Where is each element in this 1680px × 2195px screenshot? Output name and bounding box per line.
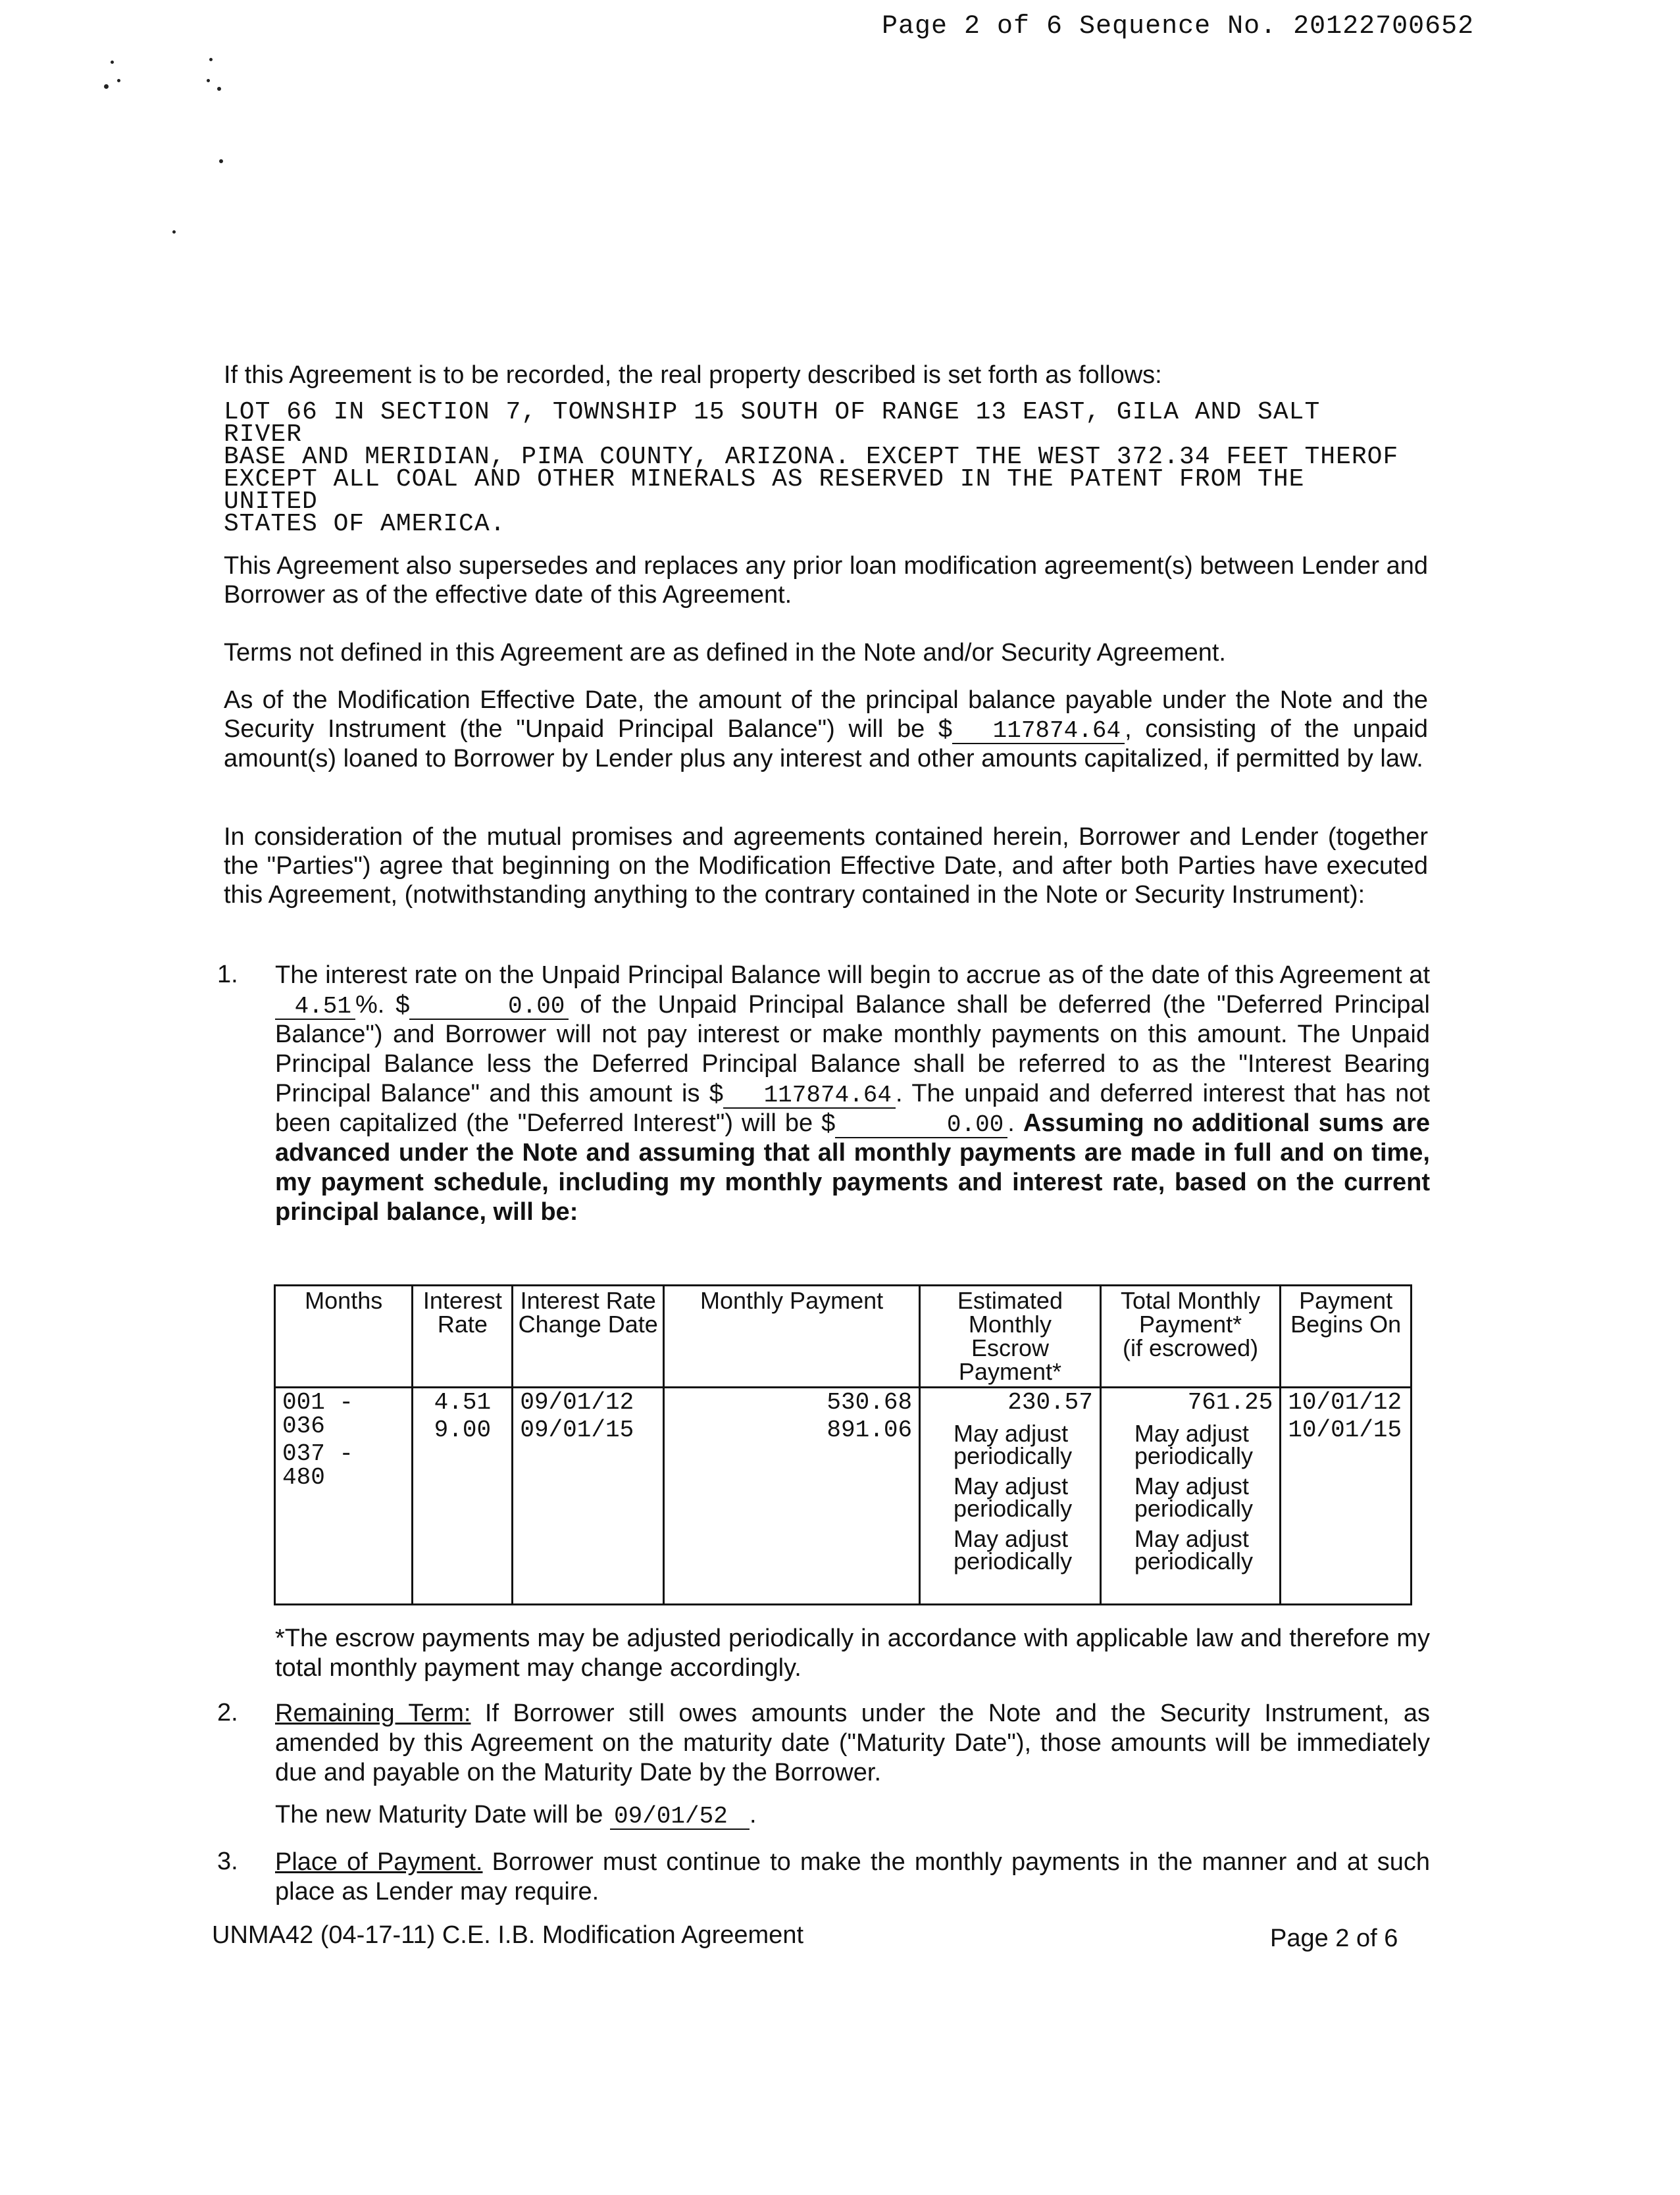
legal-line: EXCEPT ALL COAL AND OTHER MINERALS AS RESERVED IN THE PATENT FROM THE UNITED [224, 465, 1305, 516]
page-number: Page 2 of 6 [1270, 1925, 1398, 1952]
col-header-total [1100, 1286, 1280, 1388]
table-cell-value: 230.57 [1007, 1389, 1093, 1416]
maturity-date-line [275, 1800, 1430, 1830]
table-cell-value: 9.00 [434, 1417, 492, 1444]
recording-intro: If this Agreement is to be recorded, the real property described is set forth as follows: [224, 361, 1162, 389]
place-of-payment-clause [275, 1848, 1430, 1907]
legal-line: STATES OF AMERICA. [224, 510, 506, 538]
table-cell-value: 09/01/12 [520, 1389, 634, 1416]
table-body-row [275, 1388, 1412, 1605]
deferred-interest-amount: 0.00 [835, 1113, 1007, 1138]
table-cell-value: May adjust periodically [954, 1473, 1073, 1522]
clause-text: . [1007, 1109, 1015, 1137]
balance-text-before: As of the Modification Effective Date, the amount of the principal balance payable under the Note and the Security Instrument (the "Unpaid Principal Balance") will be $ [224, 686, 1428, 743]
deferred-principal-amount: 0.00 [409, 995, 569, 1020]
maturity-date-value: 09/01/52 [610, 1805, 750, 1830]
table-cell-value: 001 - 036 [282, 1389, 354, 1440]
header-line: Payment* [1139, 1311, 1242, 1338]
table-cell-value: May adjust periodically [1134, 1525, 1253, 1575]
page-sequence-header: Page 2 of 6 Sequence No. 20122700652 [882, 12, 1475, 41]
payment-schedule-table [274, 1284, 1412, 1605]
table-cell-value: 10/01/15 [1288, 1417, 1402, 1444]
clause-text: %. $ [355, 991, 410, 1019]
change-date-cell [513, 1388, 664, 1605]
scan-speck [172, 230, 176, 234]
interest-rate-clause [275, 961, 1430, 1227]
unpaid-principal-balance: 117874.64 [952, 719, 1125, 744]
col-header-months: Months [275, 1286, 413, 1388]
item-number: 1. [217, 961, 238, 988]
table-cell-value: May adjust periodically [954, 1420, 1073, 1469]
col-header-escrow [920, 1286, 1101, 1388]
table-cell-value: 037 - 480 [282, 1440, 354, 1491]
header-line: Total Monthly [1121, 1287, 1261, 1314]
consideration-paragraph: In consideration of the mutual promises and agreements contained herein, Borrower and Lender (together the "Parties") agree that beginning on the Modification Effective Date, and after both Parties have executed this Agreement, (notwithstanding anything to the contrary contained in the Note or Security Instrument): [224, 823, 1428, 909]
scan-speck [104, 84, 109, 89]
balance-paragraph [224, 686, 1428, 773]
table-cell-value: May adjust periodically [954, 1525, 1073, 1575]
scan-speck [111, 61, 114, 64]
months-cell [275, 1388, 413, 1605]
header-line: Escrow Payment* [958, 1334, 1061, 1385]
table-cell-value: 09/01/15 [520, 1417, 634, 1444]
table-cell-value: 10/01/12 [1288, 1389, 1402, 1416]
item-number: 2. [217, 1699, 238, 1727]
rate-cell [413, 1388, 513, 1605]
table-cell-value: 4.51 [434, 1389, 492, 1416]
header-line: Estimated Monthly [957, 1287, 1063, 1338]
col-header-change-date: Interest Rate Change Date [513, 1286, 664, 1388]
clause-text: The interest rate on the Unpaid Principal Balance will begin to accrue as of the date of this Agreement at [275, 961, 1430, 989]
clause-text: If Borrower still owes amounts under the Note and the Security Instrument, as amended by this Agreement on the maturity date ("Maturity Date"), those amounts will be immediately due and payable on the Maturity Date by the Borrower. [275, 1700, 1430, 1786]
place-of-payment-heading: Place of Payment. [275, 1848, 483, 1876]
clause-text: The new Maturity Date will be [275, 1801, 603, 1829]
table-cell-value: 891.06 [827, 1417, 913, 1444]
interest-bearing-balance: 117874.64 [723, 1084, 896, 1109]
legal-line: BASE AND MERIDIAN, PIMA COUNTY, ARIZONA. EXCEPT THE WEST 372.34 FEET THEROF [224, 443, 1399, 471]
col-header-begins: Payment Begins On [1281, 1286, 1412, 1388]
table-header-row [275, 1286, 1412, 1388]
col-header-rate: Interest Rate [413, 1286, 513, 1388]
table-cell-value: 530.68 [827, 1389, 913, 1416]
table-cell-value: 761.25 [1187, 1389, 1273, 1416]
escrow-footnote: *The escrow payments may be adjusted periodically in accordance with applicable law and therefore my total monthly payment may change accordingly. [275, 1625, 1430, 1682]
item-number: 3. [217, 1848, 238, 1875]
remaining-term-clause [275, 1699, 1430, 1788]
scan-speck [117, 79, 120, 82]
escrow-cell [920, 1388, 1101, 1605]
begins-cell [1281, 1388, 1412, 1605]
terms-paragraph: Terms not defined in this Agreement are as defined in the Note and/or Security Agreement. [224, 639, 1226, 667]
scan-speck [217, 87, 221, 91]
form-identifier: UNMA42 (04-17-11) C.E. I.B. Modification Agreement [212, 1921, 804, 1949]
supersedes-paragraph: This Agreement also supersedes and replaces any prior loan modification agreement(s) between Lender and Borrower as of the effective date of this Agreement. [224, 552, 1428, 609]
legal-line: LOT 66 IN SECTION 7, TOWNSHIP 15 SOUTH OF RANGE 13 EAST, GILA AND SALT RIVER [224, 398, 1321, 449]
balance-text-after: , consisting of the unpaid amount(s) loaned to Borrower by Lender plus any interest and other amounts capitalized, if permitted by law. [224, 715, 1428, 772]
col-header-monthly-payment: Monthly Payment [664, 1286, 920, 1388]
header-line: (if escrowed) [1123, 1334, 1259, 1361]
clause-text: . The unpaid and deferred interest that has not been capitalized (the "Deferred Interest") will be $ [275, 1080, 1430, 1137]
payment-schedule-intro: Assuming no additional sums are advanced under the Note and assuming that all monthly payments are made in full and on time, my payment schedule, including my monthly payments and interest rate, based on the current principal balance, will be: [275, 1109, 1430, 1226]
scan-speck [207, 79, 210, 82]
clause-text: of the Unpaid Principal Balance shall be deferred (the "Deferred Principal Balance") and Borrower will not pay interest or make monthly payments on this amount. The Unpaid Principal Balance less the Deferred Principal Balance shall be referred to as the "Interest Bearing Principal Balance" and this amount is $ [275, 991, 1430, 1107]
clause-text: Borrower must continue to make the monthly payments in the manner and at such place as Lender may require. [275, 1848, 1430, 1905]
table-cell-value: May adjust periodically [1134, 1420, 1253, 1469]
clause-text: . [749, 1801, 757, 1829]
monthly-payment-cell [664, 1388, 920, 1605]
legal-description [224, 398, 1408, 538]
interest-rate-value: 4.51 [275, 995, 355, 1020]
table-cell-value: May adjust periodically [1134, 1473, 1253, 1522]
scan-speck [219, 159, 223, 163]
remaining-term-heading: Remaining Term: [275, 1700, 471, 1727]
scan-speck [209, 58, 213, 61]
total-cell [1100, 1388, 1280, 1605]
